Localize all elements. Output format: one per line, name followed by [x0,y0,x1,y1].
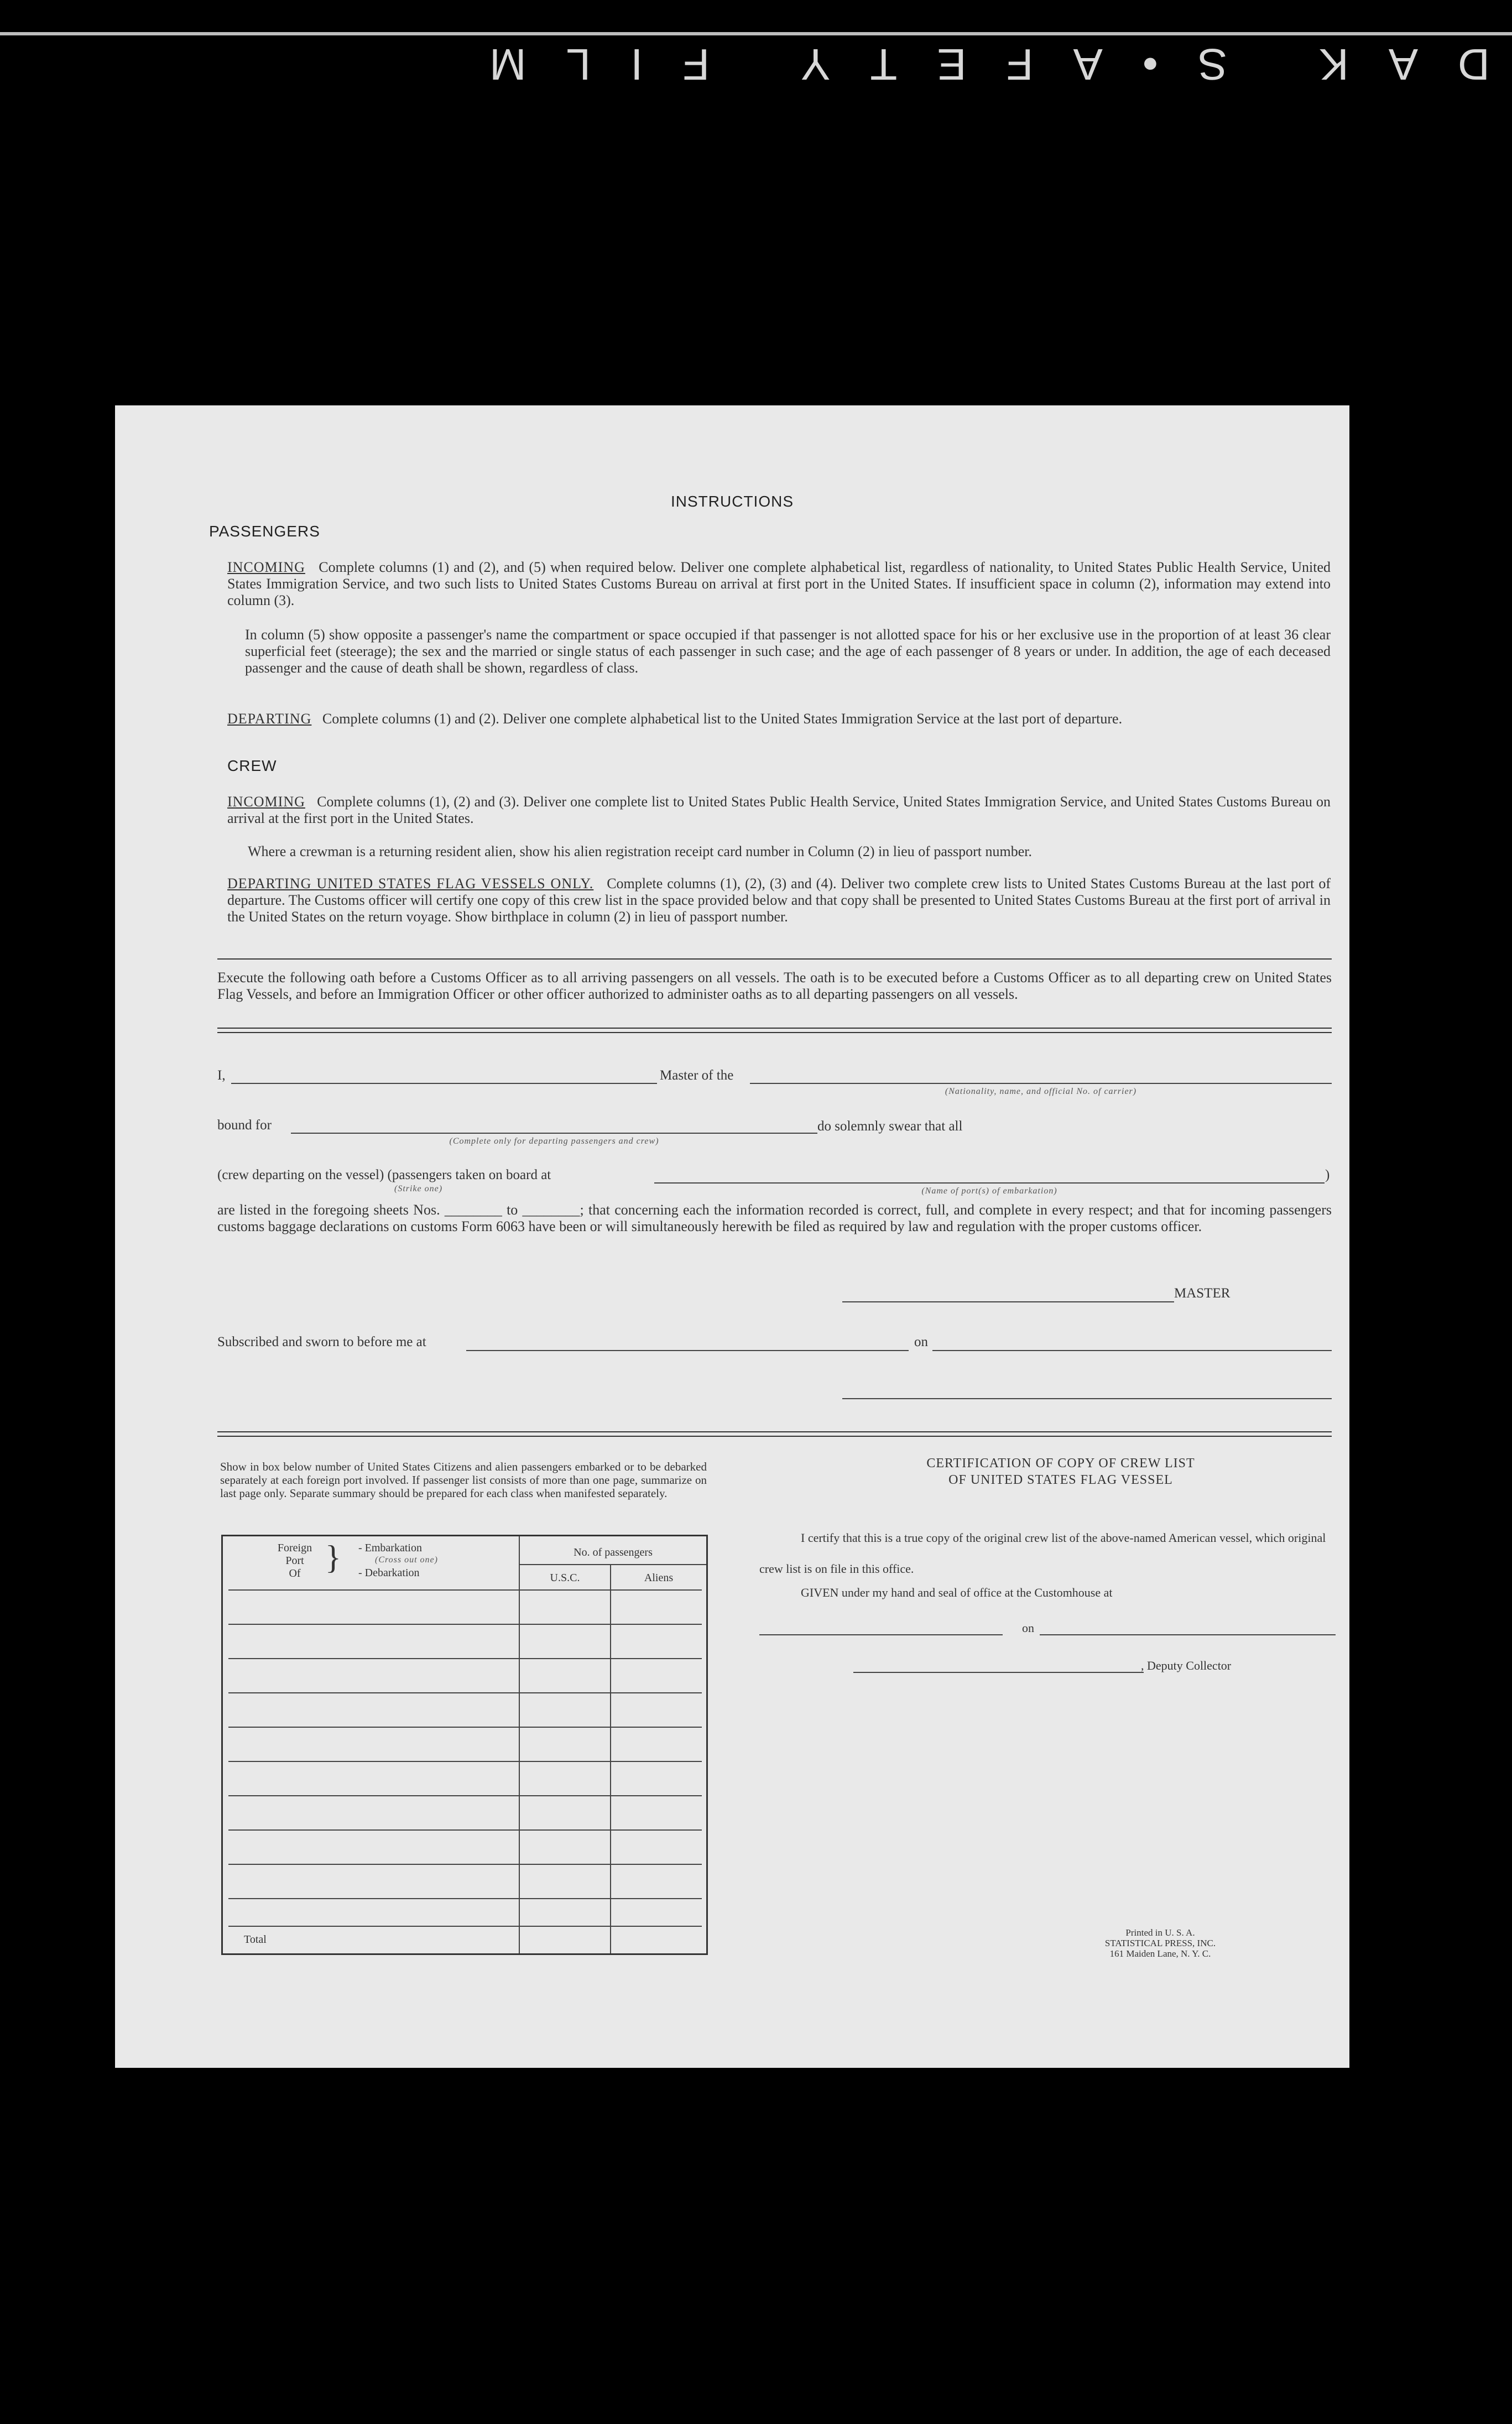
crew-heading: CREW [227,757,277,774]
instructions-title: INSTRUCTIONS [671,493,794,510]
printer-imprint [1077,1927,1243,1959]
table-row-line [228,1589,702,1591]
table-row-line [228,1898,702,1899]
col-divider-1 [519,1536,520,1953]
certify-paragraph: I certify that this is a true copy of the original crew list of the above-named American vessel, which original crew list is on file in this office. [759,1531,1326,1576]
oath-i-label: I, [217,1068,226,1083]
header-divider [520,1564,706,1565]
passengers-incoming-label: INCOMING [227,559,305,575]
subscribed-label: Subscribed and sworn to before me at [217,1334,426,1349]
subscribed-on-label: on [914,1334,928,1349]
master-of-label: Master of the [660,1068,734,1083]
passengers-departing-paragraph [227,711,1331,727]
passengers-incoming-text: Complete columns (1) and (2), and (5) when required below. Deliver one complete alphabetical list, regardless of nationality, to United States Public Health Service, United States Immigration Service, and two such lists to United States Customs Bureau on arrival at first port in the United States. If insufficient space in column (2), information may extend into column (3). [227,559,1331,608]
subscribed-date-field[interactable] [932,1350,1332,1351]
deputy-signature-field[interactable] [853,1672,1144,1673]
master-label: MASTER [1174,1286,1231,1301]
ports-field[interactable] [654,1182,1325,1184]
master-name-field[interactable] [231,1083,657,1084]
crew-incoming-paragraph [227,794,1331,827]
nationality-caption: (Nationality, name, and official No. of carrier) [945,1087,1137,1096]
crew-resident-paragraph: Where a crewman is a returning resident alien, show his alien registration receipt card number in Column (2) in lieu of passport number. [248,843,1033,859]
brace-icon: } [325,1539,341,1576]
oath-instruction: Execute the following oath before a Customs Officer as to all arriving passengers on all vessels. The oath is to be executed before a Customs Officer as to all departing crew on United States Flag Vessels, and before an Immigration Officer or other officer authorized to administer oaths as to all departing passengers on all vessels. [217,969,1332,1002]
film-edge-text: DAK S•AFETY FILM [450,40,1490,89]
of-label: Of [289,1567,301,1579]
table-row-line [228,1829,702,1831]
usc-header: U.S.C. [550,1572,580,1584]
passengers-heading: PASSENGERS [209,523,320,540]
printer-line1: Printed in U. S. A. [1125,1927,1195,1938]
bound-for-label: bound for [217,1118,272,1133]
certification-title [823,1455,1299,1488]
cert-date-field[interactable] [1040,1634,1336,1635]
crew-passengers-label: (crew departing on the vessel) (passengers taken on board at [217,1167,551,1182]
crew-departing-label: DEPARTING UNITED STATES FLAG VESSELS ONLY. [227,875,594,892]
crew-departing-text: Complete columns (1), (2), (3) and (4). Deliver two complete crew lists to United States Customs Bureau at the last port of departure. The Customs officer will certify one copy of this crew list in the space provided below and that copy shall be presented to United States Customs Bureau at the first port of arrival in the United States on the return voyage. Show birthplace in column (2) in lieu of passport number. [227,875,1331,925]
embarkation-label: - Embarkation [358,1542,422,1554]
table-row-line [228,1624,702,1625]
certification-title-line1: CERTIFICATION OF COPY OF CREW LIST [926,1456,1195,1471]
form-page [115,405,1349,2068]
swear-label: do solemnly swear that all [817,1119,963,1134]
divider-top [217,958,1332,960]
ports-caption: (Name of port(s) of embarkation) [921,1186,1057,1196]
subscribed-place-field[interactable] [466,1350,909,1351]
passengers-col5-paragraph: In column (5) show opposite a passenger's name the compartment or space occupied if that passenger is not allotted space for his or her exclusive use in the proportion of at least 36 clear superficial feet (steerage); the sex and the married or single status of each passenger in such case; and the age of each passenger of 8 years or under. In addition, the age of each deceased passenger and the cause of death shall be shown, regardless of class. [245,627,1331,676]
divider-bottom-double [217,1436,1332,1437]
certification-title-line2: OF UNITED STATES FLAG VESSEL [948,1473,1173,1487]
total-label: Total [244,1933,267,1946]
passengers-incoming-paragraph [227,559,1331,609]
divider-oath-double [217,1032,1332,1033]
table-row-line [228,1761,702,1762]
table-row-line [228,1692,702,1693]
strike-one-caption: (Strike one) [394,1184,443,1193]
officer-signature-field[interactable] [842,1398,1332,1399]
close-paren: ) [1325,1167,1330,1182]
crew-incoming-text: Complete columns (1), (2) and (3). Deliver one complete list to United States Public Health Service, United States Immigration Service, and United States Customs Bureau on arrival at the first port in the United States. [227,794,1331,826]
cert-place-field[interactable] [759,1634,1003,1635]
given-paragraph: GIVEN under my hand and seal of office at the Customhouse at [801,1586,1113,1599]
printer-line2: STATISTICAL PRESS, INC. [1104,1938,1216,1948]
box-instructions: Show in box below number of United States Citizens and alien passengers embarked or to be debarked separately at each foreign port involved. If passenger list consists of more than one page, summarize on last page only. Separate summary should be prepared for each class when manifested separately. [220,1460,707,1500]
divider-bottom [217,1431,1332,1432]
listed-paragraph: are listed in the foregoing sheets Nos. ________ to ________; that concerning each the information recorded is correct, full, and complete in every respect; and that for incoming passengers customs baggage declarations on customs Form 6063 have been or will simultaneously herewith be filed as required by law and regulation with the proper customs officer. [217,1202,1332,1234]
crew-incoming-label: INCOMING [227,794,305,810]
no-passengers-header: No. of passengers [573,1546,653,1558]
bound-caption: (Complete only for departing passengers and crew) [449,1137,659,1146]
port-label: Port [285,1555,304,1567]
foreign-label: Foreign [277,1542,312,1554]
table-row-line [228,1727,702,1728]
aliens-header: Aliens [644,1572,674,1584]
cross-out-caption: (Cross out one) [375,1555,438,1565]
master-signature-field[interactable] [842,1301,1174,1302]
divider-oath-top [217,1028,1332,1029]
deputy-collector-label: , Deputy Collector [1141,1659,1232,1672]
passengers-departing-label: DEPARTING [227,711,312,727]
debarkation-label: - Debarkation [358,1567,420,1579]
passenger-summary-table [221,1535,708,1955]
carrier-field[interactable] [750,1083,1332,1084]
printer-line3: 161 Maiden Lane, N. Y. C. [1109,1948,1211,1959]
film-stripe [0,32,1512,35]
table-row-line [228,1864,702,1865]
film-edge [0,0,1512,94]
table-row-line [228,1658,702,1659]
foreign-port-header [267,1542,322,1580]
crew-departing-paragraph [227,875,1331,925]
cert-on-label: on [1022,1621,1034,1635]
bound-for-field[interactable] [291,1133,817,1134]
passengers-departing-text: Complete columns (1) and (2). Deliver one complete alphabetical list to the United States Immigration Service at the last port of departure. [322,711,1123,727]
table-row-line [228,1926,702,1927]
table-row-line [228,1795,702,1796]
